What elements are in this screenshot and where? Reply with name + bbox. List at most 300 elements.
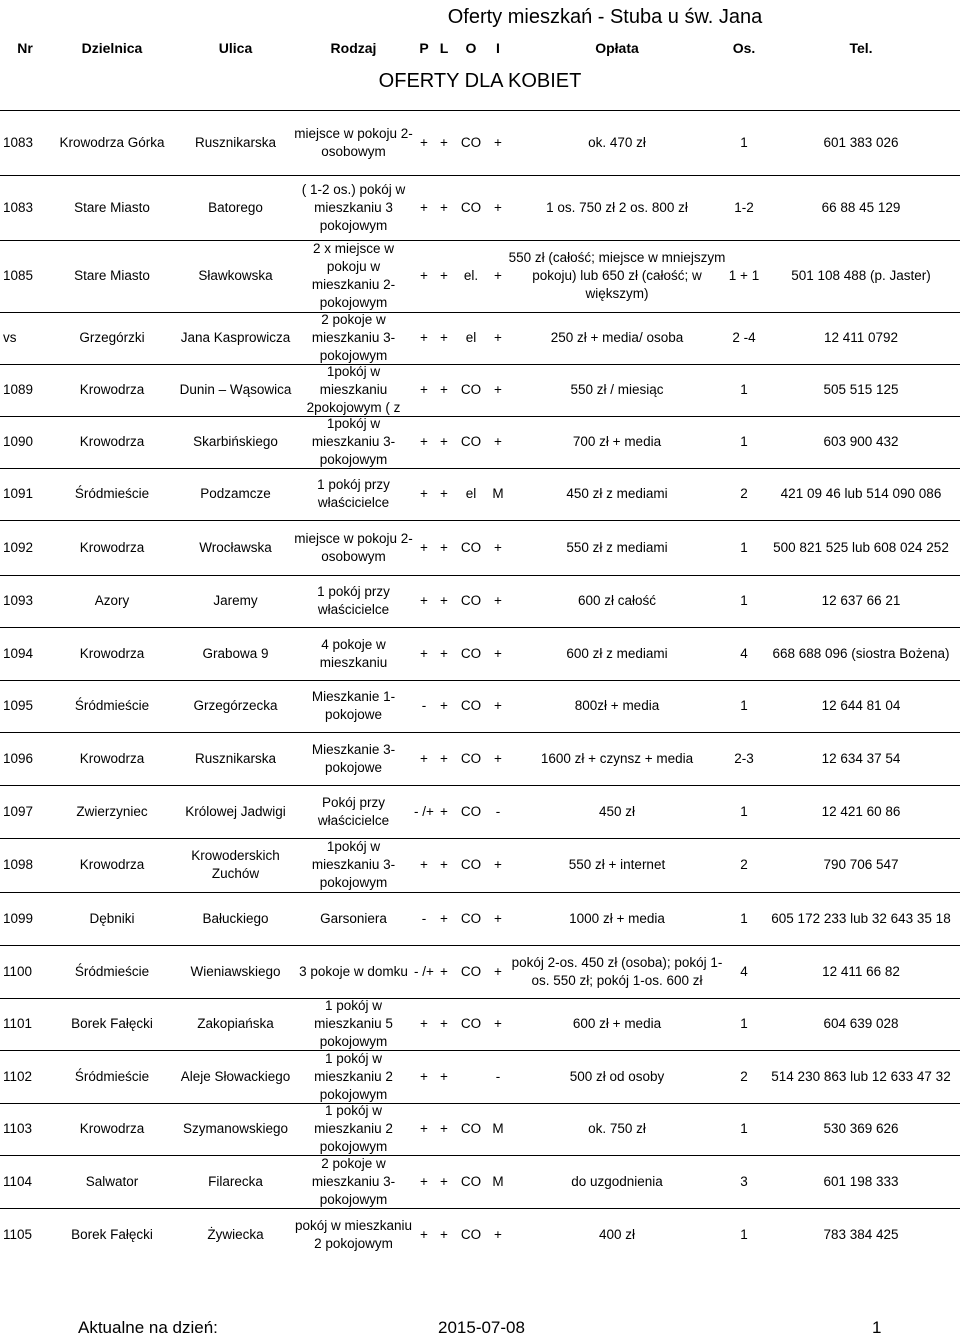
- cell-dzielnica: [47, 175, 177, 240]
- cell-o-text: CO: [460, 698, 482, 713]
- cell-o: [454, 468, 488, 520]
- cell-nr-text: vs: [3, 330, 17, 345]
- cell-o: [454, 416, 488, 468]
- cell-dzielnica-text: Stare Miasto: [74, 199, 150, 215]
- table-row: [0, 468, 960, 520]
- cell-os-text: 1: [740, 434, 748, 449]
- cell-o: [454, 998, 488, 1050]
- cell-i-text: +: [494, 434, 502, 449]
- cell-dzielnica: [47, 1208, 177, 1262]
- table-row: [0, 1103, 960, 1155]
- cell-l-text: +: [440, 268, 448, 283]
- cell-o: [454, 732, 488, 785]
- header-oplata: Opłata: [595, 40, 639, 56]
- cell-tel: [762, 110, 960, 175]
- cell-dzielnica: [47, 240, 177, 312]
- cell-tel: [762, 732, 960, 785]
- table-row: [0, 1155, 960, 1208]
- cell-dzielnica-text: Zwierzyniec: [76, 803, 148, 819]
- cell-os: [726, 945, 762, 998]
- cell-nr-text: 1101: [3, 1016, 33, 1031]
- cell-tel-text: 12 421 60 86: [821, 803, 901, 819]
- cell-nr: [3, 468, 47, 520]
- cell-o-text: CO: [460, 857, 482, 872]
- table-row: [0, 732, 960, 785]
- cell-l: [434, 1103, 454, 1155]
- cell-o-text: CO: [460, 434, 482, 449]
- cell-nr-text: 1099: [3, 910, 34, 926]
- cell-i-text: -: [495, 803, 501, 819]
- cell-ulica-text: Grzegórzecka: [193, 698, 278, 713]
- table-row: [0, 627, 960, 680]
- cell-l: [434, 312, 454, 364]
- cell-i: [488, 1155, 508, 1208]
- footer-page: 1: [872, 1318, 882, 1337]
- cell-o-text: CO: [460, 593, 482, 608]
- cell-l-text: +: [440, 134, 448, 150]
- cell-p-text: +: [420, 857, 428, 872]
- cell-p-text: +: [420, 1173, 428, 1189]
- table-row: [0, 575, 960, 627]
- cell-i-text: +: [494, 750, 502, 766]
- cell-tel: [762, 364, 960, 416]
- cell-l-text: +: [440, 698, 448, 713]
- cell-ulica-text: Batorego: [208, 199, 263, 215]
- cell-oplata: [508, 627, 726, 680]
- cell-oplata: [508, 312, 726, 364]
- cell-oplata-text: 600 zł + media: [572, 1016, 662, 1031]
- table-row: [0, 680, 960, 732]
- cell-l: [434, 1050, 454, 1103]
- cell-i: [488, 240, 508, 312]
- cell-o: [454, 575, 488, 627]
- cell-rodzaj-text: 1 pokój przy właścicielce: [317, 477, 390, 510]
- cell-ulica-text: Filarecka: [208, 1173, 263, 1189]
- cell-os-text: 1: [740, 910, 748, 926]
- cell-dzielnica: [47, 110, 177, 175]
- cell-i-text: +: [494, 963, 502, 979]
- cell-oplata: [508, 945, 726, 998]
- cell-oplata: [508, 838, 726, 892]
- cell-dzielnica: [47, 575, 177, 627]
- cell-rodzaj: [293, 364, 414, 416]
- cell-i: [488, 680, 508, 732]
- cell-dzielnica: [47, 520, 177, 575]
- cell-rodzaj-text: 1 pokój w mieszkaniu 2 pokojowym: [314, 1103, 393, 1154]
- table-row: [0, 998, 960, 1050]
- cell-tel: [762, 468, 960, 520]
- cell-nr-text: 1085: [3, 268, 34, 283]
- cell-p: [414, 520, 434, 575]
- cell-l: [434, 838, 454, 892]
- cell-ulica: [178, 240, 293, 312]
- table-row: [0, 312, 960, 364]
- cell-l: [434, 1155, 454, 1208]
- cell-o: [454, 110, 488, 175]
- cell-ulica: [178, 1155, 293, 1208]
- table-row: [0, 892, 960, 945]
- cell-tel: [762, 175, 960, 240]
- cell-rodzaj: [293, 732, 414, 785]
- cell-tel-text: 12 637 66 21: [821, 593, 901, 608]
- cell-nr: [3, 838, 47, 892]
- cell-dzielnica-text: Krowodrza: [79, 434, 145, 449]
- cell-o: [454, 680, 488, 732]
- cell-oplata-text: 1 os. 750 zł 2 os. 800 zł: [546, 199, 688, 215]
- cell-l-text: +: [440, 199, 448, 215]
- table-row: [0, 1050, 960, 1103]
- cell-oplata-text: 800zł + media: [574, 698, 660, 713]
- cell-p-text: +: [420, 434, 428, 449]
- cell-oplata-text: ok. 470 zł: [588, 134, 646, 150]
- cell-i: [488, 732, 508, 785]
- cell-ulica: [178, 785, 293, 838]
- cell-tel-text: 668 688 096 (siostra Bożena): [772, 645, 950, 661]
- cell-oplata: [508, 998, 726, 1050]
- cell-o-text: CO: [460, 1016, 482, 1031]
- cell-l: [434, 732, 454, 785]
- cell-nr: [3, 364, 47, 416]
- cell-i-text: M: [492, 486, 504, 501]
- footer-label: Aktualne na dzień:: [78, 1318, 218, 1337]
- cell-ulica-text: Podzamcze: [200, 486, 271, 501]
- cell-tel-text: 530 369 626: [823, 1121, 899, 1136]
- cell-nr: [3, 575, 47, 627]
- cell-l: [434, 110, 454, 175]
- cell-rodzaj: [293, 520, 414, 575]
- table-row: [0, 364, 960, 416]
- cell-ulica-text: Jana Kasprowicza: [180, 330, 291, 345]
- cell-rodzaj-text: 1 pokój w mieszkaniu 5 pokojowym: [314, 998, 393, 1049]
- cell-os-text: 1: [740, 698, 748, 713]
- cell-l: [434, 520, 454, 575]
- cell-i-text: +: [494, 857, 502, 872]
- cell-i: [488, 1103, 508, 1155]
- cell-tel: [762, 240, 960, 312]
- cell-rodzaj: [293, 785, 414, 838]
- table-row: [0, 110, 960, 175]
- cell-tel-text: 12 411 0792: [823, 330, 899, 345]
- cell-rodzaj-text: pokój w mieszkaniu 2 pokojowym: [294, 1218, 413, 1251]
- cell-rodzaj: [293, 1208, 414, 1262]
- cell-rodzaj-text: Mieszkanie 3-pokojowe: [311, 741, 396, 775]
- cell-os-text: 2: [740, 857, 748, 872]
- cell-rodzaj-text: 1pokój w mieszkaniu 2pokojowym ( z: [306, 364, 401, 415]
- cell-rodzaj-text: Pokój przy właścicielce: [317, 794, 390, 828]
- cell-nr: [3, 998, 47, 1050]
- cell-rodzaj: [293, 312, 414, 364]
- cell-oplata: [508, 1103, 726, 1155]
- table-row: [0, 175, 960, 240]
- cell-os-text: 1: [740, 803, 748, 819]
- cell-l-text: +: [440, 330, 448, 345]
- cell-p: [414, 364, 434, 416]
- cell-tel: [762, 1103, 960, 1155]
- cell-dzielnica-text: Salwator: [85, 1173, 139, 1189]
- cell-l-text: +: [440, 382, 448, 397]
- cell-dzielnica: [47, 468, 177, 520]
- header-p: P: [419, 40, 429, 56]
- cell-nr-text: 1105: [3, 1227, 33, 1242]
- cell-p-text: +: [420, 134, 428, 150]
- cell-os: [726, 998, 762, 1050]
- cell-nr-text: 1100: [3, 963, 33, 979]
- cell-tel: [762, 520, 960, 575]
- cell-nr-text: 1096: [3, 750, 34, 766]
- cell-dzielnica-text: Śródmieście: [74, 963, 150, 979]
- cell-nr: [3, 1103, 47, 1155]
- cell-rodzaj: [293, 575, 414, 627]
- cell-tel-text: 783 384 425: [823, 1227, 899, 1242]
- cell-l: [434, 785, 454, 838]
- cell-l-text: +: [440, 539, 448, 555]
- cell-os: [726, 110, 762, 175]
- cell-tel: [762, 1208, 960, 1262]
- cell-ulica-text: Rusznikarska: [194, 134, 277, 150]
- cell-rodzaj-text: 1 pokój w mieszkaniu 2 pokojowym: [314, 1050, 393, 1102]
- cell-rodzaj: [293, 892, 414, 945]
- header-tel: Tel.: [849, 40, 873, 56]
- cell-i: [488, 1050, 508, 1103]
- cell-ulica: [178, 945, 293, 998]
- cell-tel: [762, 785, 960, 838]
- cell-p-text: +: [420, 382, 428, 397]
- cell-i: [488, 312, 508, 364]
- cell-oplata: [508, 175, 726, 240]
- cell-nr-text: 1097: [3, 803, 34, 819]
- cell-ulica-text: Zakopiańska: [197, 1016, 274, 1031]
- cell-oplata-text: 250 zł + media/ osoba: [550, 330, 684, 345]
- cell-l: [434, 945, 454, 998]
- cell-dzielnica: [47, 838, 177, 892]
- cell-oplata: [508, 785, 726, 838]
- cell-dzielnica-text: Krowodrza: [79, 645, 145, 661]
- cell-rodzaj-text: miejsce w pokoju 2-osobowym: [294, 125, 413, 159]
- cell-rodzaj: [293, 1050, 414, 1103]
- cell-tel: [762, 838, 960, 892]
- header-o: O: [465, 40, 477, 56]
- table-row: [0, 838, 960, 892]
- cell-rodzaj: [293, 240, 414, 312]
- cell-i-text: +: [494, 593, 502, 608]
- cell-oplata: [508, 1155, 726, 1208]
- cell-nr: [3, 1208, 47, 1262]
- cell-tel-text: 604 639 028: [823, 1016, 899, 1031]
- cell-os-text: 2: [740, 486, 748, 501]
- cell-i-text: +: [494, 539, 502, 555]
- cell-l-text: +: [440, 434, 448, 449]
- cell-o: [454, 785, 488, 838]
- page-title: Oferty mieszkań - Stuba u św. Jana: [447, 6, 763, 28]
- header-rodzaj: Rodzaj: [330, 40, 377, 56]
- cell-os: [726, 1208, 762, 1262]
- cell-oplata: [508, 110, 726, 175]
- cell-dzielnica-text: Krowodrza: [79, 539, 145, 555]
- cell-nr-text: 1092: [3, 539, 34, 555]
- cell-l: [434, 627, 454, 680]
- cell-ulica: [178, 1103, 293, 1155]
- cell-oplata: [508, 468, 726, 520]
- header-os: Os.: [732, 40, 756, 56]
- cell-ulica: [178, 998, 293, 1050]
- cell-os: [726, 838, 762, 892]
- cell-tel-text: 790 706 547: [823, 857, 899, 872]
- cell-rodzaj: [293, 110, 414, 175]
- cell-ulica-text: Bałuckiego: [202, 910, 269, 926]
- cell-oplata: [508, 364, 726, 416]
- cell-l: [434, 892, 454, 945]
- cell-os-text: 2: [740, 1068, 748, 1084]
- cell-oplata: [508, 892, 726, 945]
- cell-dzielnica-text: Śródmieście: [74, 1068, 150, 1084]
- cell-dzielnica-text: Borek Fałęcki: [71, 1016, 153, 1031]
- cell-p: [414, 175, 434, 240]
- cell-rodzaj-text: 3 pokoje w domku: [299, 963, 408, 979]
- cell-p-text: +: [420, 645, 428, 661]
- cell-os: [726, 240, 762, 312]
- cell-os-text: 1: [740, 382, 748, 397]
- cell-dzielnica: [47, 998, 177, 1050]
- cell-nr-text: 1103: [3, 1121, 33, 1136]
- cell-p-text: - /+: [414, 963, 434, 979]
- table-row: [0, 416, 960, 468]
- cell-o-text: CO: [460, 1121, 482, 1136]
- cell-l-text: +: [440, 803, 448, 819]
- cell-o: [454, 627, 488, 680]
- cell-rodzaj-text: 4 pokoje w mieszkaniu: [319, 636, 388, 670]
- cell-p: [414, 1050, 434, 1103]
- header-ulica: Ulica: [218, 40, 253, 56]
- cell-os-text: 4: [740, 645, 748, 661]
- cell-nr: [3, 945, 47, 998]
- cell-i: [488, 520, 508, 575]
- cell-tel-text: 421 09 46 lub 514 090 086: [780, 486, 942, 501]
- cell-rodzaj: [293, 680, 414, 732]
- cell-ulica-text: Dunin – Wąsowica: [179, 382, 292, 397]
- cell-ulica-text: Wieniawskiego: [190, 963, 281, 979]
- cell-os: [726, 312, 762, 364]
- cell-p: [414, 892, 434, 945]
- cell-nr: [3, 1050, 47, 1103]
- cell-o-text: CO: [460, 750, 482, 766]
- cell-os: [726, 627, 762, 680]
- cell-p: [414, 575, 434, 627]
- cell-nr: [3, 1155, 47, 1208]
- header-dzielnica: Dzielnica: [81, 40, 143, 56]
- cell-i-text: +: [494, 1016, 502, 1031]
- cell-o-text: CO: [460, 910, 482, 926]
- cell-l-text: +: [440, 750, 448, 766]
- cell-tel-text: 601 383 026: [823, 134, 899, 150]
- cell-i-text: +: [494, 330, 502, 345]
- cell-tel-text: 505 515 125: [823, 382, 899, 397]
- cell-ulica-text: Szymanowskiego: [182, 1121, 289, 1136]
- cell-o-text: el: [465, 330, 477, 345]
- cell-ulica-text: Żywiecka: [207, 1227, 264, 1242]
- cell-p: [414, 680, 434, 732]
- cell-ulica: [178, 838, 293, 892]
- cell-p-text: +: [420, 486, 428, 501]
- cell-i: [488, 1208, 508, 1262]
- table-row: [0, 240, 960, 312]
- cell-tel-text: 12 411 66 82: [822, 963, 900, 979]
- cell-tel-text: 12 634 37 54: [821, 750, 901, 766]
- cell-nr-text: 1091: [3, 486, 34, 501]
- cell-i-text: +: [494, 645, 502, 661]
- cell-nr: [3, 785, 47, 838]
- cell-os-text: 1: [740, 1121, 748, 1136]
- cell-os: [726, 680, 762, 732]
- table-row: [0, 520, 960, 575]
- cell-os: [726, 520, 762, 575]
- cell-i: [488, 627, 508, 680]
- cell-os-text: 3: [740, 1173, 748, 1189]
- cell-rodzaj-text: 2 pokoje w mieszkaniu 3-pokojowym: [311, 312, 396, 363]
- cell-ulica: [178, 892, 293, 945]
- cell-dzielnica-text: Śródmieście: [74, 486, 150, 501]
- cell-tel: [762, 627, 960, 680]
- cell-i: [488, 364, 508, 416]
- cell-tel: [762, 945, 960, 998]
- cell-l: [434, 468, 454, 520]
- cell-i: [488, 575, 508, 627]
- cell-ulica: [178, 110, 293, 175]
- cell-nr: [3, 240, 47, 312]
- cell-l: [434, 240, 454, 312]
- cell-nr: [3, 175, 47, 240]
- cell-tel-text: 12 644 81 04: [821, 698, 901, 713]
- cell-o-text: CO: [460, 539, 482, 555]
- cell-i-text: M: [492, 1173, 504, 1189]
- cell-dzielnica: [47, 732, 177, 785]
- cell-nr: [3, 732, 47, 785]
- cell-o-text: CO: [460, 199, 482, 215]
- cell-i: [488, 945, 508, 998]
- cell-tel: [762, 680, 960, 732]
- cell-dzielnica: [47, 1155, 177, 1208]
- cell-p: [414, 312, 434, 364]
- cell-l-text: +: [440, 1121, 448, 1136]
- cell-l-text: +: [440, 645, 448, 661]
- cell-oplata-text: 1000 zł + media: [569, 910, 665, 926]
- cell-ulica: [178, 1208, 293, 1262]
- cell-nr-text: 1094: [3, 645, 34, 661]
- cell-ulica-text: Krowoderskich Zuchów: [191, 848, 280, 881]
- cell-tel-text: 605 172 233 lub 32 643 35 18: [771, 910, 951, 926]
- cell-i: [488, 998, 508, 1050]
- cell-oplata-text: pokój 2-os. 450 zł (osoba); pokój 1-os. 550 zł; pokój 1-os. 600 zł: [511, 954, 723, 988]
- cell-nr-text: 1089: [3, 382, 34, 397]
- cell-p-text: +: [420, 1016, 428, 1031]
- cell-nr: [3, 680, 47, 732]
- cell-o-text: CO: [460, 382, 482, 397]
- cell-oplata-text: 550 zł / miesiąc: [570, 382, 664, 397]
- cell-oplata-text: 1600 zł + czynsz + media: [540, 750, 694, 766]
- cell-i-text: +: [494, 382, 502, 397]
- cell-i: [488, 468, 508, 520]
- cell-dzielnica-text: Borek Fałęcki: [71, 1227, 153, 1242]
- table-row: [0, 785, 960, 838]
- cell-i: [488, 838, 508, 892]
- cell-rodzaj-text: 1pokój w mieszkaniu 3-pokojowym: [311, 839, 396, 890]
- cell-rodzaj: [293, 468, 414, 520]
- cell-p: [414, 110, 434, 175]
- cell-ulica: [178, 575, 293, 627]
- cell-rodzaj-text: Mieszkanie 1-pokojowe: [311, 689, 396, 722]
- cell-tel: [762, 892, 960, 945]
- cell-o: [454, 1050, 488, 1103]
- cell-nr: [3, 416, 47, 468]
